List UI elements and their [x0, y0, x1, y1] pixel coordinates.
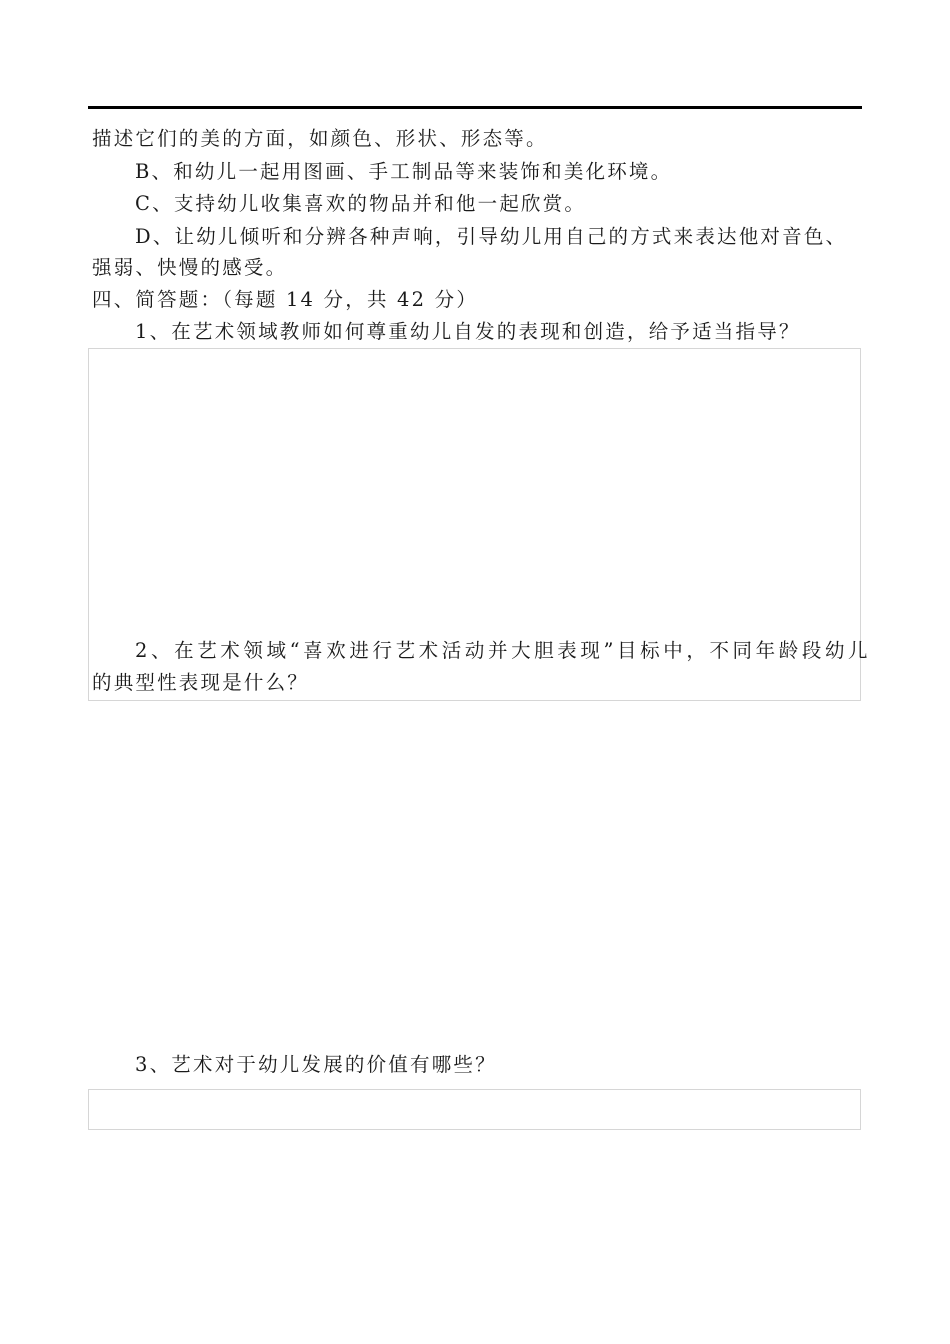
option-d-line-1: D、让幼儿倾听和分辨各种声响，引导幼儿用自己的方式来表达他对音色、 — [135, 225, 848, 248]
section-heading: 四、简答题：（每题 14 分，共 42 分） — [92, 288, 479, 311]
answer-box-3[interactable] — [88, 1089, 861, 1130]
option-a-continuation: 描述它们的美的方面，如颜色、形状、形态等。 — [92, 127, 548, 150]
question-2-line-2: 的典型性表现是什么？ — [92, 671, 310, 694]
option-b: B、和幼儿一起用图画、手工制品等来装饰和美化环境。 — [135, 160, 673, 183]
question-1: 1、在艺术领域教师如何尊重幼儿自发的表现和创造，给予适当指导？ — [135, 320, 801, 343]
option-d-line-2: 强弱、快慢的感受。 — [92, 256, 288, 279]
question-3: 3、艺术对于幼儿发展的价值有哪些？ — [135, 1053, 497, 1076]
question-2-line-1: 2、在艺术领域“喜欢进行艺术活动并大胆表现”目标中，不同年龄段幼儿 — [135, 639, 872, 662]
option-c: C、支持幼儿收集喜欢的物品并和他一起欣赏。 — [135, 192, 587, 215]
header-rule — [88, 106, 862, 109]
